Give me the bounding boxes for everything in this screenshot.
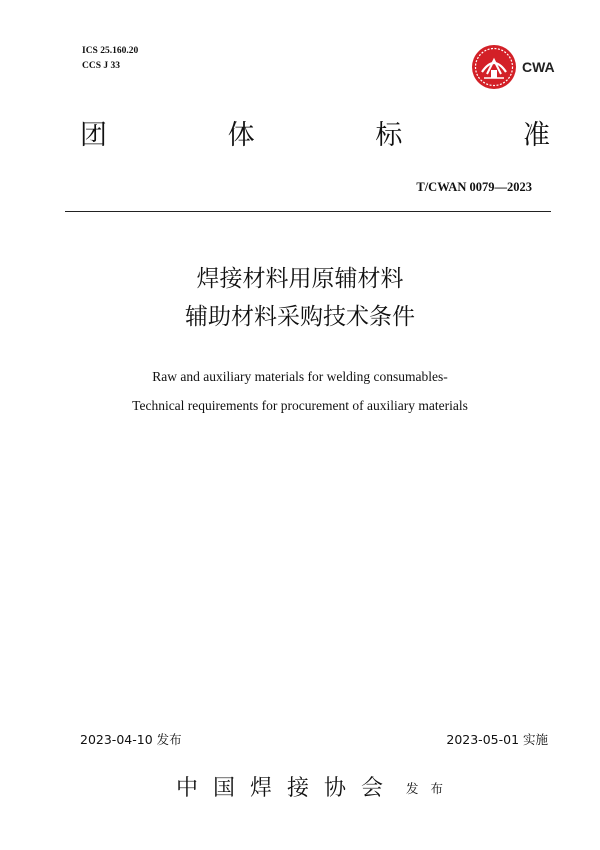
document-type-char: 标 bbox=[375, 120, 403, 151]
classification-codes bbox=[82, 44, 138, 74]
english-title-line-1: Raw and auxiliary materials for welding consumables- bbox=[152, 369, 448, 384]
cwa-logo-icon bbox=[471, 44, 517, 90]
document-type-char: 团 bbox=[80, 120, 107, 151]
ccs-code: CCS J 33 bbox=[82, 61, 121, 71]
publisher-suffix: 发布 bbox=[406, 781, 456, 796]
publisher-name: 中国焊接协会 bbox=[176, 776, 399, 801]
logo-text: CWA bbox=[522, 59, 555, 75]
chinese-title-line-2: 辅助材料采购技术条件 bbox=[185, 304, 415, 330]
document-type bbox=[80, 113, 550, 152]
document-type-char: 准 bbox=[522, 120, 550, 151]
english-title-line-2: Technical requirements for procurement of auxiliary materials bbox=[132, 398, 468, 413]
header-divider bbox=[65, 211, 551, 212]
ics-code: ICS 25.160.20 bbox=[82, 46, 139, 56]
implementation-date: 2023-05-01 实施 bbox=[446, 732, 548, 747]
issue-date: 2023-04-10 发布 bbox=[80, 732, 182, 747]
standard-number: T/CWAN 0079—2023 bbox=[416, 180, 532, 194]
document-type-char: 体 bbox=[227, 120, 255, 151]
chinese-title-line-1: 焊接材料用原辅材料 bbox=[196, 266, 404, 292]
